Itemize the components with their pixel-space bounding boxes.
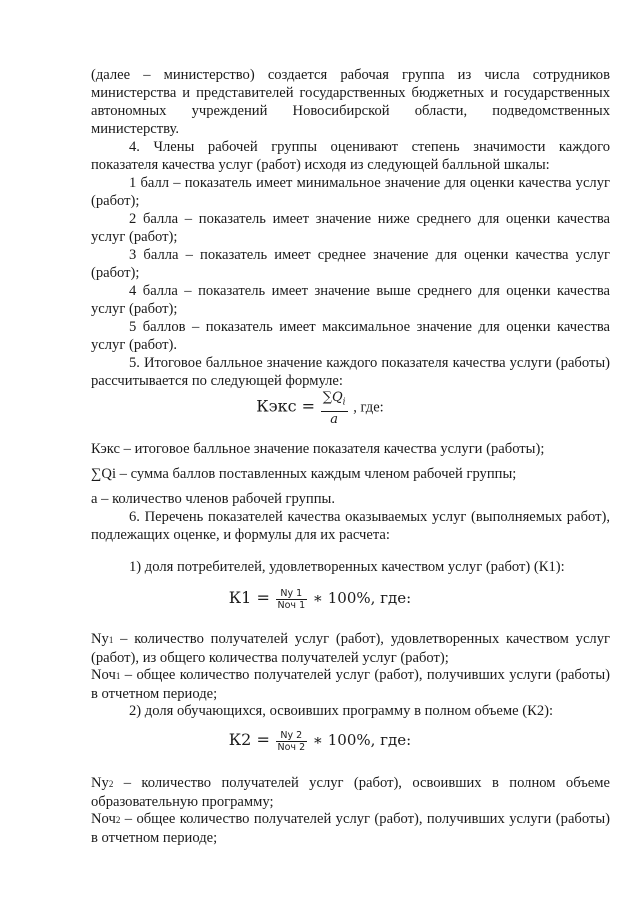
formula-keks-numerator: ∑Q [322,390,343,405]
definition-noch1-text: – общее количество получателей услуг (работ), получивших услуги (работы) в отчетном периоде; [91,667,610,702]
indicator-k2-title: 2) доля обучающихся, освоивших программу в полном объеме (К2): [129,703,554,719]
definition-noch1-sub: 1 [115,671,121,681]
definition-noch2-text: – общее количество получателей услуг (работ), получивших услуги (работы) в отчетном периоде; [91,811,610,846]
definition-sum-qi: ∑Qi – сумма баллов поставленных каждым членом рабочей группы; [91,466,517,482]
formula-keks-tail: , где: [353,399,384,416]
formula-k1-denominator: Nоч 1 [277,600,306,611]
formula-keks-fraction [321,390,348,427]
definition-noch1-symbol: Nоч [91,667,116,683]
formula-k2 [0,730,640,753]
paragraph-working-group: (далее – министерство) создается рабочая группа из числа сотрудников министерства и представителей государственных бюджетных и государственных автономных учреждений Новосибирской области, подведомственных министерству. [91,67,610,137]
formula-k2-denominator: Nоч 2 [277,742,306,753]
paragraph-item-6: 6. Перечень показателей качества оказываемых услуг (выполняемых работ), подлежащих оценке, и формулы для их расчета: [91,509,610,543]
definition-ny1-sub: 1 [108,635,114,645]
paragraph-score-2: 2 балла – показатель имеет значение ниже среднего для оценки качества услуг (работ); [91,211,610,245]
formula-k2-lhs: К2 = [228,729,270,749]
paragraph-item-5: 5. Итоговое балльное значение каждого показателя качества услуги (работы) рассчитывается по следующей формуле: [91,355,610,389]
paragraph-item-4: 4. Члены рабочей группы оценивают степень значимости каждого показателя качества услуг (работ) исходя из следующей балльной шкалы: [91,139,610,173]
definition-ny1-text: – количество получателей услуг (работ), удовлетворенных качеством услуг (работ), из общего количества получателей услуг (работ); [91,631,610,666]
formula-keks-numerator-sub: i [342,397,346,408]
paragraph-score-5: 5 баллов – показатель имеет максимальное значение для оценки качества услуг (работ). [91,319,610,353]
definition-ny1 [91,630,610,667]
definition-noch2 [91,810,610,847]
paragraph-score-3: 3 балла – показатель имеет среднее значение для оценки качества услуг (работ); [91,247,610,281]
definition-ny2-symbol: Nу [91,775,109,791]
formula-k2-fraction [276,730,308,753]
definition-a: a – количество членов рабочей группы. [91,491,335,507]
formula-keks-lhs: Кэкс = [256,396,316,416]
formula-keks-denominator: a [330,411,339,427]
formula-keks [0,390,640,427]
formula-k1-numerator: Nу 1 [276,588,308,600]
formula-k1 [0,588,640,611]
definition-ny1-symbol: Nу [91,631,109,647]
formula-k1-fraction [276,588,308,611]
formula-k2-numerator: Nу 2 [276,730,308,742]
paragraph-score-1: 1 балл – показатель имеет минимальное значение для оценки качества услуг (работ); [91,175,610,209]
paragraph-score-4: 4 балла – показатель имеет значение выше среднего для оценки качества услуг (работ); [91,283,610,317]
definition-noch2-symbol: Nоч [91,811,116,827]
definition-noch2-sub: 2 [115,815,121,825]
formula-k1-lhs: К1 = [228,587,270,607]
definition-ny2-text: – количество получателей услуг (работ), освоивших в полном объеме образовательную программу; [91,775,610,810]
indicator-k1-title: 1) доля потребителей, удовлетворенных качеством услуг (работ) (К1): [129,559,565,575]
definition-keks: Кэкс – итоговое балльное значение показателя качества услуги (работы); [91,441,545,457]
formula-k2-tail: ∗ 100%, где: [312,730,412,749]
formula-k1-tail: ∗ 100%, где: [312,588,412,607]
definition-ny2 [91,774,610,811]
definition-noch1 [91,666,610,703]
definition-ny2-sub: 2 [108,779,114,789]
